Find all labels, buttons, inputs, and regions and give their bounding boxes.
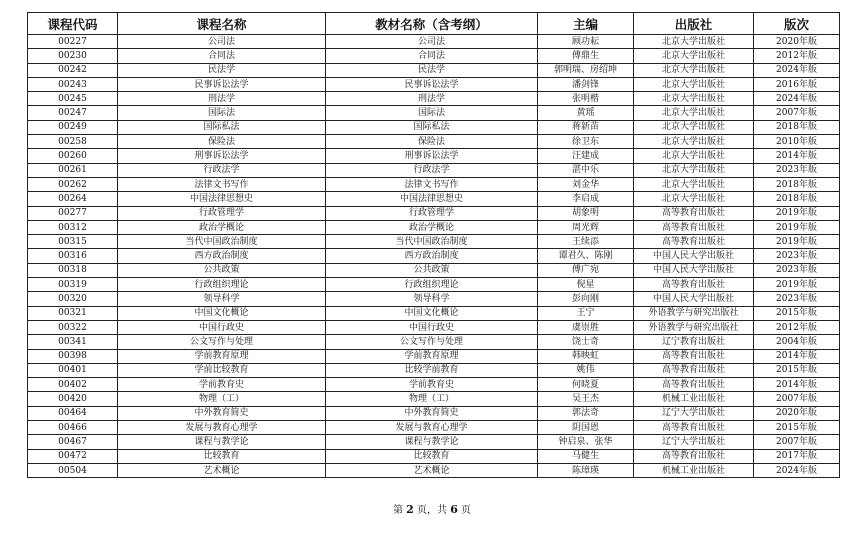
edition-cell: 2023年版 bbox=[754, 292, 840, 306]
edition-cell: 2007年版 bbox=[754, 106, 840, 120]
publisher-cell: 机械工业出版社 bbox=[634, 392, 754, 406]
publisher-cell: 北京大学出版社 bbox=[634, 106, 754, 120]
edition-cell: 2024年版 bbox=[754, 63, 840, 77]
course-name-cell: 艺术概论 bbox=[118, 463, 326, 477]
editor-cell: 谭君久、陈刚 bbox=[538, 249, 634, 263]
edition-cell: 2023年版 bbox=[754, 163, 840, 177]
publisher-cell: 北京大学出版社 bbox=[634, 35, 754, 49]
edition-cell: 2023年版 bbox=[754, 263, 840, 277]
editor-cell: 郭法奇 bbox=[538, 406, 634, 420]
table-row bbox=[28, 449, 840, 463]
editor-cell: 顾功耘 bbox=[538, 35, 634, 49]
course-code-cell: 00466 bbox=[28, 421, 118, 435]
edition-cell: 2023年版 bbox=[754, 249, 840, 263]
editor-cell: 马健生 bbox=[538, 449, 634, 463]
editor-cell: 张明楷 bbox=[538, 92, 634, 106]
table-row bbox=[28, 349, 840, 363]
table-row bbox=[28, 235, 840, 249]
course-code-cell: 00249 bbox=[28, 120, 118, 134]
header-row bbox=[28, 13, 840, 35]
edition-cell: 2017年版 bbox=[754, 449, 840, 463]
course-name-cell: 政治学概论 bbox=[118, 220, 326, 234]
footer-middle: 页，共 bbox=[417, 505, 447, 516]
edition-cell: 2016年版 bbox=[754, 77, 840, 91]
table-header bbox=[28, 13, 840, 35]
table-row bbox=[28, 192, 840, 206]
publisher-cell: 高等教育出版社 bbox=[634, 449, 754, 463]
editor-cell: 徐卫东 bbox=[538, 135, 634, 149]
course-code-cell: 00321 bbox=[28, 306, 118, 320]
publisher-cell: 中国人民大学出版社 bbox=[634, 292, 754, 306]
table-row bbox=[28, 306, 840, 320]
textbook-name-cell: 行政管理学 bbox=[326, 206, 538, 220]
table-row bbox=[28, 77, 840, 91]
header-edition: 版次 bbox=[754, 13, 840, 35]
course-name-cell: 公共政策 bbox=[118, 263, 326, 277]
editor-cell: 李启成 bbox=[538, 192, 634, 206]
editor-cell: 虞崇胜 bbox=[538, 320, 634, 334]
textbook-name-cell: 公共政策 bbox=[326, 263, 538, 277]
course-name-cell: 物理（工） bbox=[118, 392, 326, 406]
course-code-cell: 00243 bbox=[28, 77, 118, 91]
course-code-cell: 00260 bbox=[28, 149, 118, 163]
course-code-cell: 00318 bbox=[28, 263, 118, 277]
textbook-name-cell: 比较学前教育 bbox=[326, 363, 538, 377]
course-name-cell: 刑事诉讼法学 bbox=[118, 149, 326, 163]
course-name-cell: 法律文书写作 bbox=[118, 177, 326, 191]
textbook-name-cell: 艺术概论 bbox=[326, 463, 538, 477]
publisher-cell: 高等教育出版社 bbox=[634, 220, 754, 234]
table-row bbox=[28, 249, 840, 263]
table-row bbox=[28, 335, 840, 349]
footer-current-page: 2 bbox=[406, 503, 414, 516]
table-body bbox=[28, 35, 840, 478]
course-name-cell: 中外教育简史 bbox=[118, 406, 326, 420]
publisher-cell: 北京大学出版社 bbox=[634, 149, 754, 163]
course-code-cell: 00242 bbox=[28, 63, 118, 77]
edition-cell: 2012年版 bbox=[754, 320, 840, 334]
header-course-name: 课程名称 bbox=[118, 13, 326, 35]
publisher-cell: 北京大学出版社 bbox=[634, 77, 754, 91]
textbook-name-cell: 民法学 bbox=[326, 63, 538, 77]
course-code-cell: 00398 bbox=[28, 349, 118, 363]
course-name-cell: 民事诉讼法学 bbox=[118, 77, 326, 91]
textbook-name-cell: 学前教育原理 bbox=[326, 349, 538, 363]
table-row bbox=[28, 392, 840, 406]
course-code-cell: 00245 bbox=[28, 92, 118, 106]
course-code-cell: 00420 bbox=[28, 392, 118, 406]
table-row bbox=[28, 135, 840, 149]
textbook-name-cell: 行政组织理论 bbox=[326, 278, 538, 292]
textbook-name-cell: 政治学概论 bbox=[326, 220, 538, 234]
edition-cell: 2014年版 bbox=[754, 149, 840, 163]
editor-cell: 周光辉 bbox=[538, 220, 634, 234]
table-row bbox=[28, 149, 840, 163]
course-name-cell: 发展与教育心理学 bbox=[118, 421, 326, 435]
edition-cell: 2019年版 bbox=[754, 278, 840, 292]
publisher-cell: 高等教育出版社 bbox=[634, 278, 754, 292]
course-code-cell: 00230 bbox=[28, 49, 118, 63]
editor-cell: 蒋新苗 bbox=[538, 120, 634, 134]
course-code-cell: 00312 bbox=[28, 220, 118, 234]
course-code-cell: 00504 bbox=[28, 463, 118, 477]
textbook-name-cell: 中国文化概论 bbox=[326, 306, 538, 320]
course-code-cell: 00322 bbox=[28, 320, 118, 334]
publisher-cell: 机械工业出版社 bbox=[634, 463, 754, 477]
table-row bbox=[28, 220, 840, 234]
table-row bbox=[28, 278, 840, 292]
edition-cell: 2010年版 bbox=[754, 135, 840, 149]
header-course-code: 课程代码 bbox=[28, 13, 118, 35]
page-footer bbox=[0, 501, 864, 516]
textbook-name-cell: 公司法 bbox=[326, 35, 538, 49]
footer-total-pages: 6 bbox=[450, 503, 458, 516]
publisher-cell: 北京大学出版社 bbox=[634, 135, 754, 149]
edition-cell: 2018年版 bbox=[754, 177, 840, 191]
header-publisher: 出版社 bbox=[634, 13, 754, 35]
course-name-cell: 保险法 bbox=[118, 135, 326, 149]
publisher-cell: 中国人民大学出版社 bbox=[634, 249, 754, 263]
edition-cell: 2015年版 bbox=[754, 363, 840, 377]
publisher-cell: 高等教育出版社 bbox=[634, 363, 754, 377]
textbook-name-cell: 国际法 bbox=[326, 106, 538, 120]
textbook-name-cell: 发展与教育心理学 bbox=[326, 421, 538, 435]
course-code-cell: 00472 bbox=[28, 449, 118, 463]
table-row bbox=[28, 363, 840, 377]
textbook-name-cell: 法律文书写作 bbox=[326, 177, 538, 191]
course-code-cell: 00402 bbox=[28, 378, 118, 392]
edition-cell: 2007年版 bbox=[754, 392, 840, 406]
edition-cell: 2020年版 bbox=[754, 406, 840, 420]
course-name-cell: 比较教育 bbox=[118, 449, 326, 463]
course-name-cell: 民法学 bbox=[118, 63, 326, 77]
editor-cell: 彭向刚 bbox=[538, 292, 634, 306]
textbook-name-cell: 国际私法 bbox=[326, 120, 538, 134]
publisher-cell: 外语教学与研究出版社 bbox=[634, 320, 754, 334]
course-code-cell: 00277 bbox=[28, 206, 118, 220]
course-name-cell: 刑法学 bbox=[118, 92, 326, 106]
editor-cell: 韩映虹 bbox=[538, 349, 634, 363]
publisher-cell: 高等教育出版社 bbox=[634, 349, 754, 363]
textbook-name-cell: 领导科学 bbox=[326, 292, 538, 306]
course-code-cell: 00261 bbox=[28, 163, 118, 177]
editor-cell: 倪星 bbox=[538, 278, 634, 292]
editor-cell: 郭明瑞、房绍坤 bbox=[538, 63, 634, 77]
publisher-cell: 北京大学出版社 bbox=[634, 177, 754, 191]
edition-cell: 2018年版 bbox=[754, 120, 840, 134]
course-name-cell: 课程与教学论 bbox=[118, 435, 326, 449]
textbook-name-cell: 合同法 bbox=[326, 49, 538, 63]
table-row bbox=[28, 292, 840, 306]
course-name-cell: 行政组织理论 bbox=[118, 278, 326, 292]
edition-cell: 2024年版 bbox=[754, 463, 840, 477]
course-code-cell: 00467 bbox=[28, 435, 118, 449]
footer-prefix: 第 bbox=[392, 505, 403, 516]
table-row bbox=[28, 320, 840, 334]
editor-cell: 姚伟 bbox=[538, 363, 634, 377]
publisher-cell: 高等教育出版社 bbox=[634, 421, 754, 435]
course-code-cell: 00264 bbox=[28, 192, 118, 206]
table-row bbox=[28, 92, 840, 106]
table-row bbox=[28, 49, 840, 63]
table-row bbox=[28, 206, 840, 220]
table-row bbox=[28, 406, 840, 420]
textbook-name-cell: 比较教育 bbox=[326, 449, 538, 463]
textbook-name-cell: 物理（工） bbox=[326, 392, 538, 406]
table-row bbox=[28, 35, 840, 49]
textbook-name-cell: 刑事诉讼法学 bbox=[326, 149, 538, 163]
course-code-cell: 00262 bbox=[28, 177, 118, 191]
publisher-cell: 北京大学出版社 bbox=[634, 192, 754, 206]
editor-cell: 黄瑶 bbox=[538, 106, 634, 120]
edition-cell: 2014年版 bbox=[754, 349, 840, 363]
table-row bbox=[28, 378, 840, 392]
publisher-cell: 北京大学出版社 bbox=[634, 63, 754, 77]
table-row bbox=[28, 106, 840, 120]
publisher-cell: 辽宁教育出版社 bbox=[634, 335, 754, 349]
editor-cell: 傅鼎生 bbox=[538, 49, 634, 63]
editor-cell: 刘金华 bbox=[538, 177, 634, 191]
editor-cell: 胡象明 bbox=[538, 206, 634, 220]
table-row bbox=[28, 163, 840, 177]
publisher-cell: 高等教育出版社 bbox=[634, 235, 754, 249]
publisher-cell: 北京大学出版社 bbox=[634, 120, 754, 134]
course-name-cell: 合同法 bbox=[118, 49, 326, 63]
textbook-name-cell: 刑法学 bbox=[326, 92, 538, 106]
textbook-name-cell: 保险法 bbox=[326, 135, 538, 149]
course-name-cell: 行政管理学 bbox=[118, 206, 326, 220]
course-name-cell: 西方政治制度 bbox=[118, 249, 326, 263]
editor-cell: 何晓夏 bbox=[538, 378, 634, 392]
editor-cell: 钟启泉、张华 bbox=[538, 435, 634, 449]
publisher-cell: 高等教育出版社 bbox=[634, 378, 754, 392]
course-name-cell: 行政法学 bbox=[118, 163, 326, 177]
course-name-cell: 公司法 bbox=[118, 35, 326, 49]
editor-cell: 潘剑锋 bbox=[538, 77, 634, 91]
publisher-cell: 辽宁大学出版社 bbox=[634, 435, 754, 449]
course-textbook-table bbox=[27, 12, 840, 478]
course-code-cell: 00320 bbox=[28, 292, 118, 306]
editor-cell: 傅广宛 bbox=[538, 263, 634, 277]
edition-cell: 2015年版 bbox=[754, 421, 840, 435]
edition-cell: 2019年版 bbox=[754, 206, 840, 220]
header-textbook-name: 教材名称（含考纲） bbox=[326, 13, 538, 35]
edition-cell: 2007年版 bbox=[754, 435, 840, 449]
course-name-cell: 中国行政史 bbox=[118, 320, 326, 334]
edition-cell: 2015年版 bbox=[754, 306, 840, 320]
editor-cell: 湛中乐 bbox=[538, 163, 634, 177]
textbook-name-cell: 当代中国政治制度 bbox=[326, 235, 538, 249]
table-row bbox=[28, 463, 840, 477]
textbook-name-cell: 西方政治制度 bbox=[326, 249, 538, 263]
table-row bbox=[28, 177, 840, 191]
editor-cell: 陈璋瑛 bbox=[538, 463, 634, 477]
textbook-name-cell: 课程与教学论 bbox=[326, 435, 538, 449]
publisher-cell: 高等教育出版社 bbox=[634, 206, 754, 220]
course-name-cell: 学前比较教育 bbox=[118, 363, 326, 377]
course-code-cell: 00401 bbox=[28, 363, 118, 377]
publisher-cell: 北京大学出版社 bbox=[634, 92, 754, 106]
course-code-cell: 00227 bbox=[28, 35, 118, 49]
editor-cell: 饶士奇 bbox=[538, 335, 634, 349]
publisher-cell: 辽宁大学出版社 bbox=[634, 406, 754, 420]
course-name-cell: 中国文化概论 bbox=[118, 306, 326, 320]
course-name-cell: 公文写作与处理 bbox=[118, 335, 326, 349]
course-code-cell: 00464 bbox=[28, 406, 118, 420]
publisher-cell: 北京大学出版社 bbox=[634, 163, 754, 177]
edition-cell: 2024年版 bbox=[754, 92, 840, 106]
textbook-name-cell: 公文写作与处理 bbox=[326, 335, 538, 349]
course-code-cell: 00341 bbox=[28, 335, 118, 349]
course-name-cell: 国际法 bbox=[118, 106, 326, 120]
table-row bbox=[28, 63, 840, 77]
course-name-cell: 中国法律思想史 bbox=[118, 192, 326, 206]
table-row bbox=[28, 435, 840, 449]
edition-cell: 2019年版 bbox=[754, 220, 840, 234]
edition-cell: 2020年版 bbox=[754, 35, 840, 49]
textbook-name-cell: 中外教育简史 bbox=[326, 406, 538, 420]
edition-cell: 2018年版 bbox=[754, 192, 840, 206]
edition-cell: 2014年版 bbox=[754, 378, 840, 392]
editor-cell: 阴国恩 bbox=[538, 421, 634, 435]
textbook-name-cell: 行政法学 bbox=[326, 163, 538, 177]
course-name-cell: 学前教育原理 bbox=[118, 349, 326, 363]
footer-suffix: 页 bbox=[461, 505, 472, 516]
textbook-name-cell: 中国法律思想史 bbox=[326, 192, 538, 206]
table-row bbox=[28, 421, 840, 435]
textbook-name-cell: 民事诉讼法学 bbox=[326, 77, 538, 91]
course-code-cell: 00316 bbox=[28, 249, 118, 263]
table-row bbox=[28, 263, 840, 277]
textbook-name-cell: 学前教育史 bbox=[326, 378, 538, 392]
course-name-cell: 当代中国政治制度 bbox=[118, 235, 326, 249]
course-name-cell: 领导科学 bbox=[118, 292, 326, 306]
editor-cell: 汪建成 bbox=[538, 149, 634, 163]
publisher-cell: 北京大学出版社 bbox=[634, 49, 754, 63]
course-code-cell: 00258 bbox=[28, 135, 118, 149]
course-code-cell: 00319 bbox=[28, 278, 118, 292]
editor-cell: 吴王杰 bbox=[538, 392, 634, 406]
textbook-name-cell: 中国行政史 bbox=[326, 320, 538, 334]
editor-cell: 王宁 bbox=[538, 306, 634, 320]
table-row bbox=[28, 120, 840, 134]
publisher-cell: 外语教学与研究出版社 bbox=[634, 306, 754, 320]
course-code-cell: 00315 bbox=[28, 235, 118, 249]
edition-cell: 2012年版 bbox=[754, 49, 840, 63]
course-name-cell: 国际私法 bbox=[118, 120, 326, 134]
course-code-cell: 00247 bbox=[28, 106, 118, 120]
course-name-cell: 学前教育史 bbox=[118, 378, 326, 392]
publisher-cell: 中国人民大学出版社 bbox=[634, 263, 754, 277]
editor-cell: 王续添 bbox=[538, 235, 634, 249]
header-editor: 主编 bbox=[538, 13, 634, 35]
edition-cell: 2004年版 bbox=[754, 335, 840, 349]
edition-cell: 2019年版 bbox=[754, 235, 840, 249]
